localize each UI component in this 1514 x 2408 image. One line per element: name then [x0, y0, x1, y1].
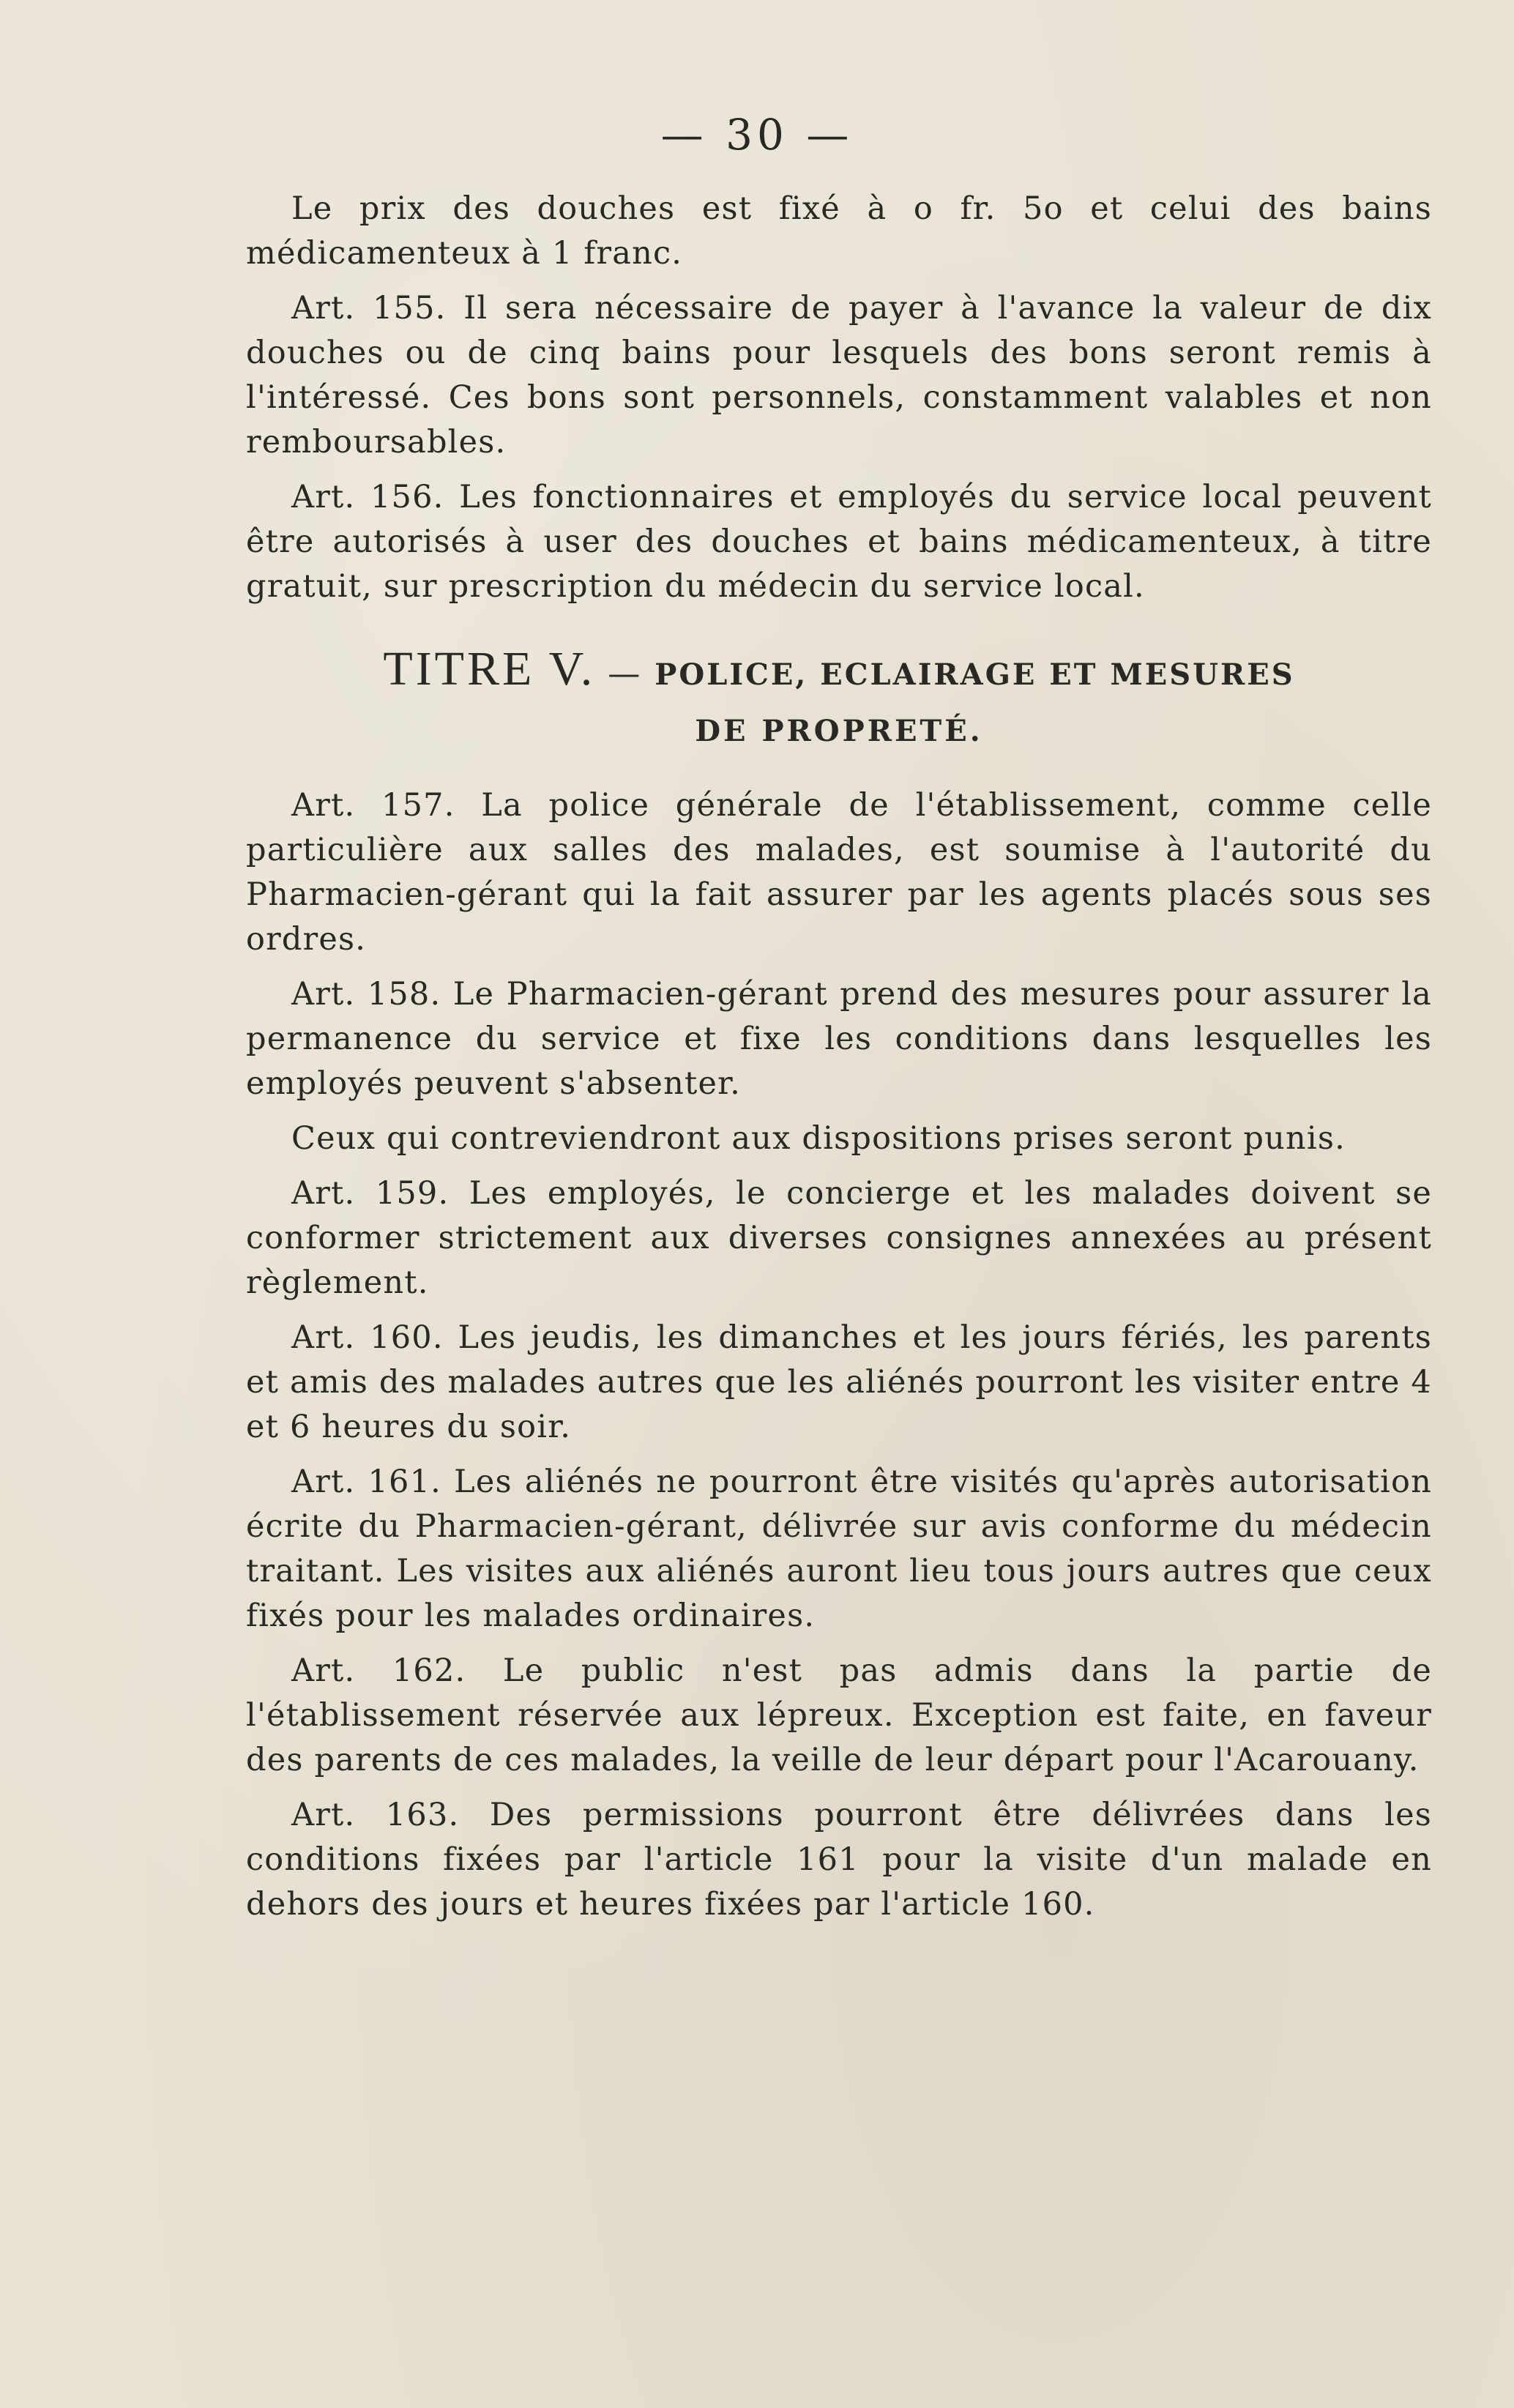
section-title-dash: — — [608, 655, 643, 693]
paragraph-art-156: Art. 156. Les fonctionnaires et employés du service local peuvent être autorisés à user des douches et bains médicamenteux, à titre gratuit, sur prescription du médecin du service local. — [246, 479, 1432, 605]
paragraph-art-157: Art. 157. La police générale de l'établissement, comme celle particulière aux salles des malades, est soumise à l'autorité du Pharmacien-gérant qui la fait assurer par les agents placés sous ses ordres. — [246, 787, 1432, 958]
section-title-number: TITRE V. — [383, 642, 596, 696]
section-title-subject: POLICE, ECLAIRAGE ET MESURES — [655, 657, 1295, 692]
paragraph-art-161: Art. 161. Les aliénés ne pourront être visités qu'après autorisation écrite du Pharmacien-gérant, délivrée sur avis conforme du médecin traitant. Les visites aux aliénés auront lieu tous jours autres que ceux fixés pour les malades ordinaires. — [246, 1464, 1432, 1634]
text-body — [246, 187, 1432, 1937]
section-title — [246, 638, 1432, 757]
paragraph-art-158: Art. 158. Le Pharmacien-gérant prend des mesures pour assurer la permanence du service et fixe les conditions dans lesquelles les employés peuvent s'absenter. — [246, 976, 1432, 1102]
paragraph-art-159: Art. 159. Les employés, le concierge et les malades doivent se conformer strictement aux diverses consignes annexées au présent règlement. — [246, 1175, 1432, 1301]
page-number: — 30 — — [660, 110, 854, 160]
section-title-line-2: DE PROPRETÉ. — [695, 714, 983, 748]
paragraph-bains-prix: Le prix des douches est fixé à o fr. 5o et celui des bains médicamenteux à 1 franc. — [246, 190, 1432, 272]
paragraph-art-162: Art. 162. Le public n'est pas admis dans la partie de l'établissement réservée aux lépreux. Exception est faite, en faveur des parents de ces malades, la veille de leur départ pour l'Acarouany. — [246, 1652, 1432, 1778]
paragraph-art-163: Art. 163. Des permissions pourront être délivrées dans les conditions fixées par l'article 161 pour la visite d'un malade en dehors des jours et heures fixées par l'article 160. — [246, 1797, 1432, 1923]
paragraph-art-155: Art. 155. Il sera nécessaire de payer à l'avance la valeur de dix douches ou de cinq bains pour lesquels des bons seront remis à l'intéressé. Ces bons sont personnels, constamment valables et non remboursables. — [246, 290, 1432, 461]
paragraph-art-160: Art. 160. Les jeudis, les dimanches et les jours fériés, les parents et amis des malades autres que les aliénés pourront les visiter entre 4 et 6 heures du soir. — [246, 1319, 1432, 1445]
section-title-line-1 — [246, 638, 1432, 706]
paragraph-sanction: Ceux qui contreviendront aux dispositions prises seront punis. — [291, 1120, 1346, 1157]
